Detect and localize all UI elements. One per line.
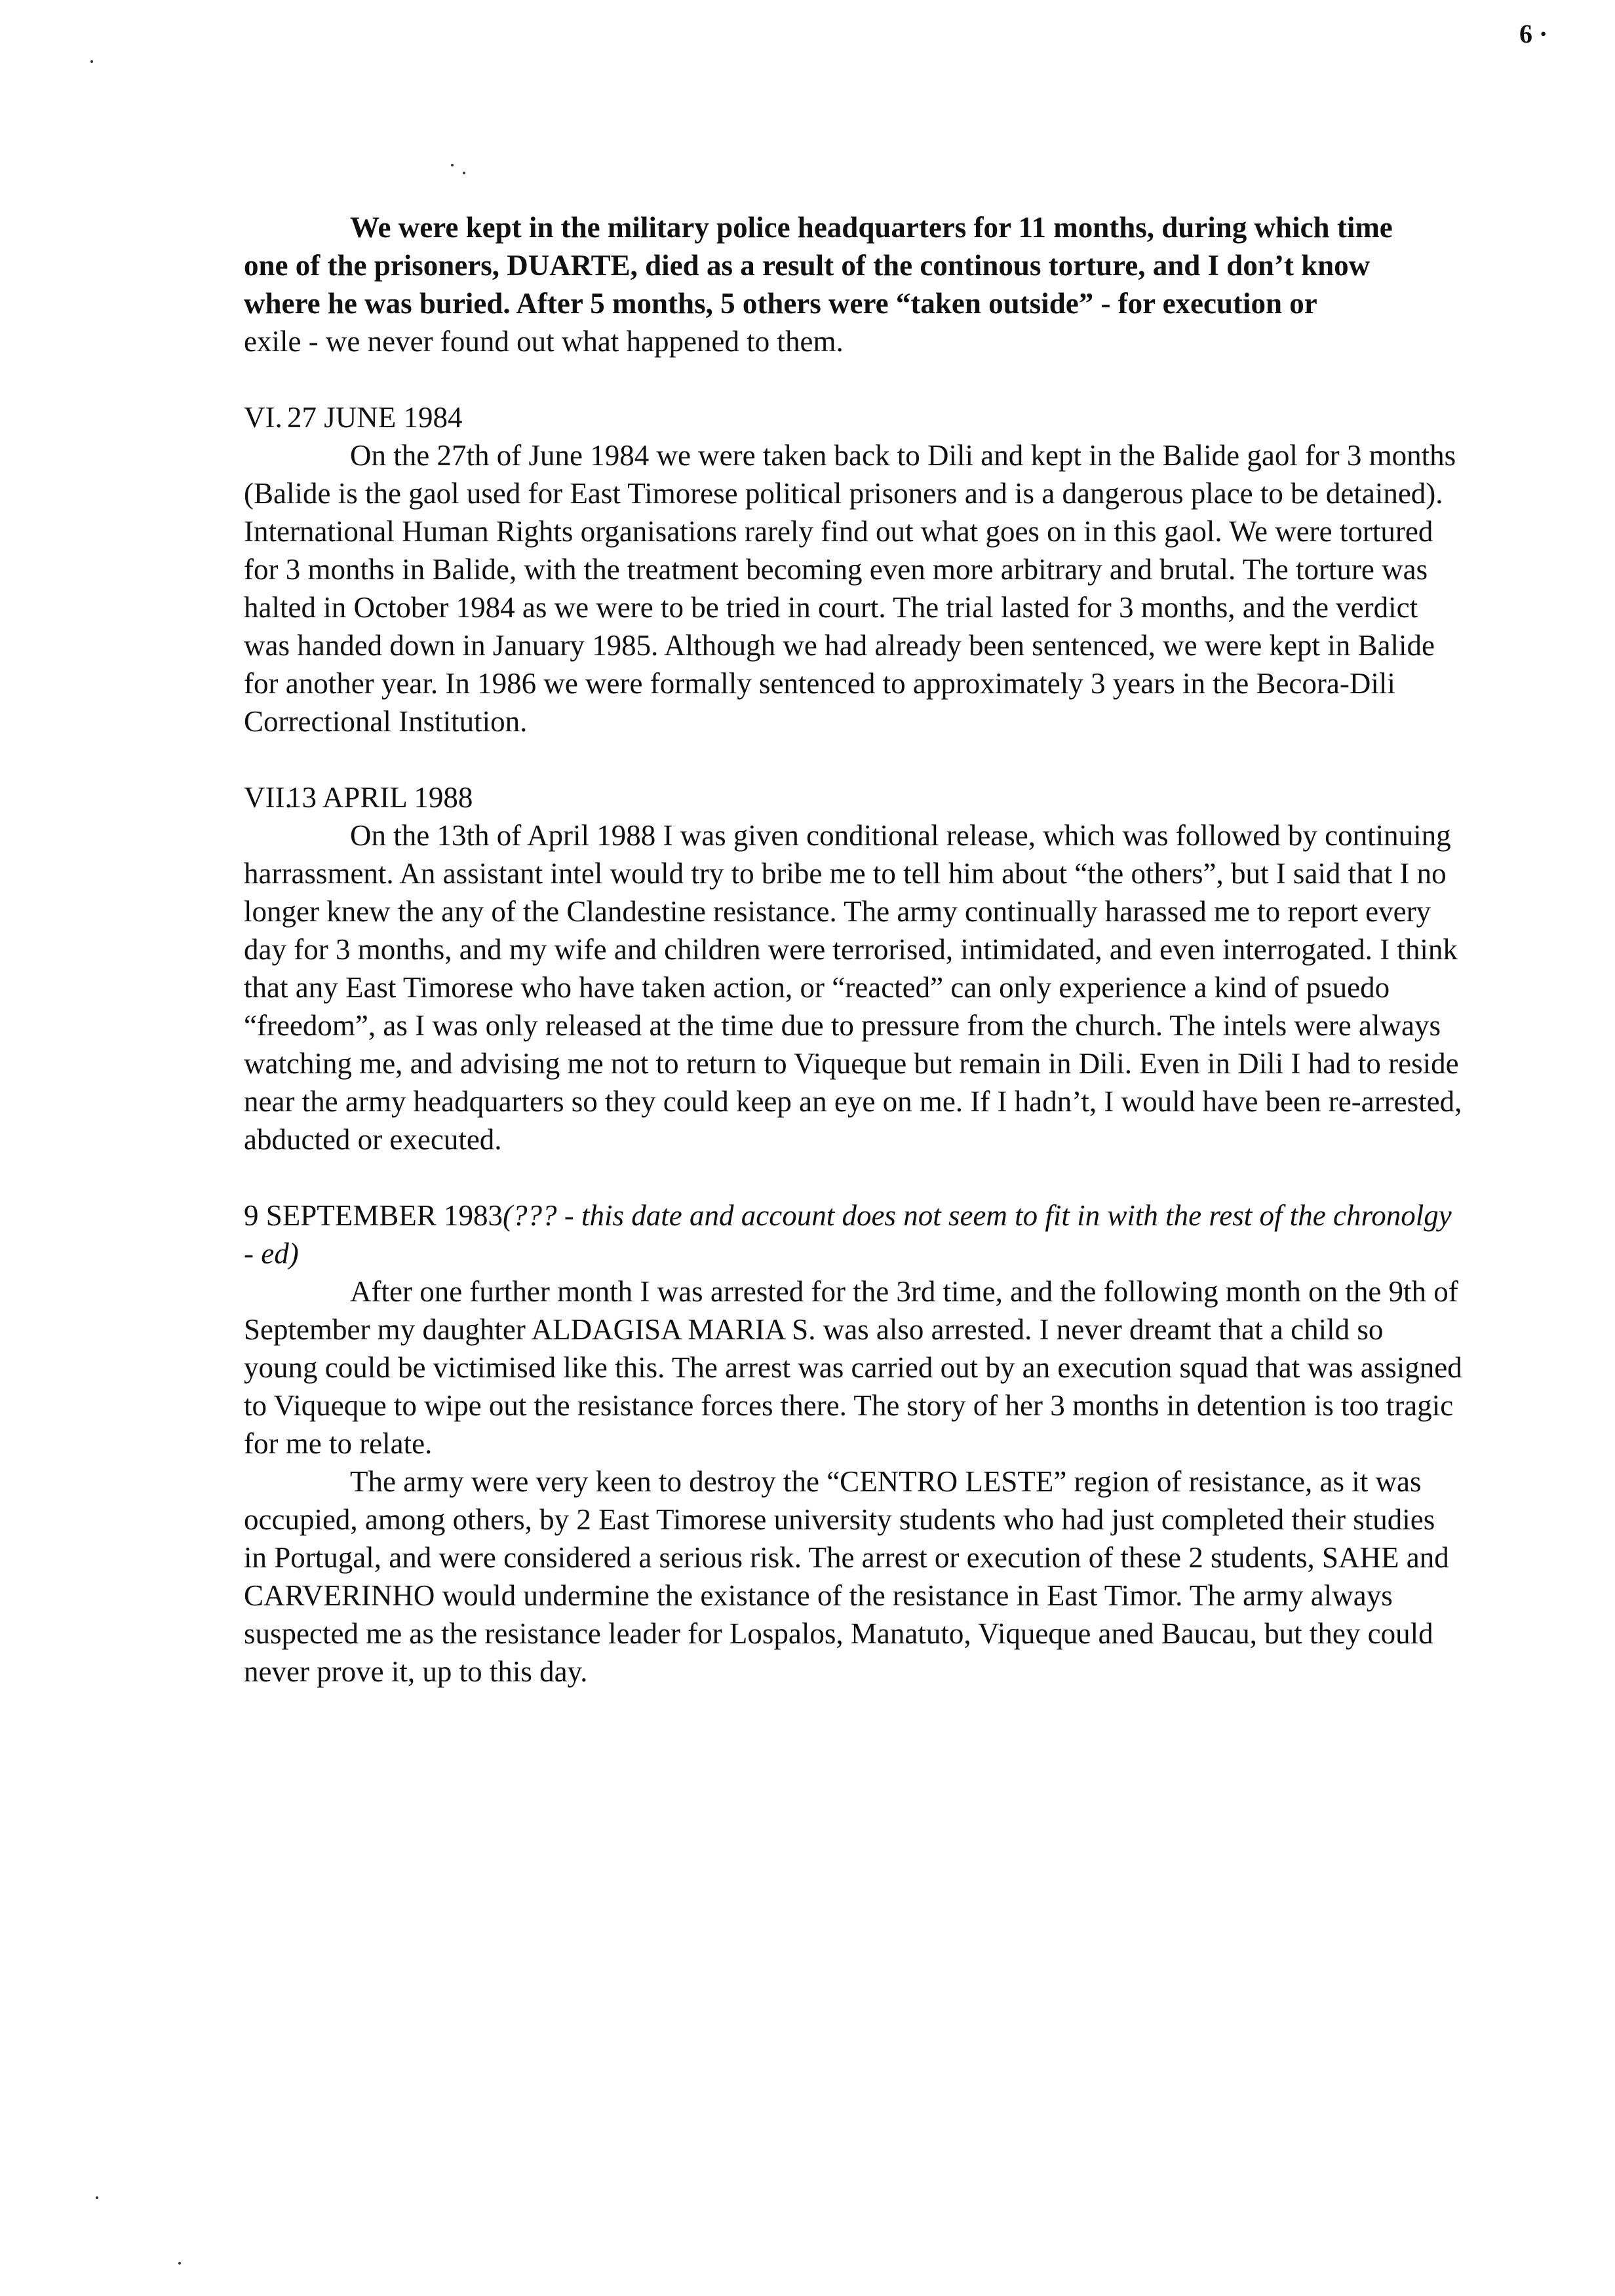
document-body [244, 208, 1463, 1691]
section-sept-heading [244, 1196, 1463, 1272]
section-vii-number: VII. [244, 781, 292, 814]
section-vi-body: On the 27th of June 1984 we were taken back to Dili and kept in the Balide gaol for 3 months (Balide is the gaol used for East Timorese political prisoners and is a dangerous place to be detained). International Human Rights organisations rarely find out what goes on in this gaol. We were tortured for 3 months in Balide, with the treatment becoming even more arbitrary and brutal. The torture was halted in October 1984 as we were to be tried in court. The trial lasted for 3 months, and the verdict was handed down in January 1985. Although we had already been sentenced, we were kept in Balide for another year. In 1986 we were formally sentenced to approximately 3 years in the Becora-Dili Correctional Institution. [244, 439, 1456, 738]
scan-speck [96, 2196, 98, 2199]
scan-speck [178, 2262, 181, 2265]
page-number-mark: 6 · [1519, 19, 1548, 48]
editor-note: (??? - this date and account does not seem to fit in with the rest of the chronolgy - ed) [244, 1199, 1452, 1270]
section-sept-body-1: After one further month I was arrested for the 3rd time, and the following month on the 9th of September my daughter ALDAGISA MARIA S. was also arrested. I never dreamt that a child so young could be victimised like this. The arrest was carried out by an execution squad that was assigned to Viqueque to wipe out the resistance forces there. The story of her 3 months in detention is too tragic for me to relate. [244, 1275, 1462, 1460]
section-vi-date: 27 JUNE 1984 [287, 401, 463, 434]
opening-line-1: We were kept in the military police headquarters for 11 months, during which time [350, 211, 1393, 244]
opening-line-2: one of the prisoners, DUARTE, died as a result of the continous torture, and I don’t know [244, 249, 1371, 282]
section-vi-number: VI. [244, 401, 282, 434]
section-sept-body-2: The army were very keen to destroy the “CENTRO LESTE” region of resistance, as it was occupied, among others, by 2 East Timorese university students who had just completed their studies in Portugal, and were considered a serious risk. The arrest or execution of these 2 students, SAHE and CARVERINHO would undermine the existance of the resistance in East Timor. The army always suspected me as the resistance leader for Lospalos, Manatuto, Viqueque aned Baucau, but they could never prove it, up to this day. [244, 1465, 1449, 1688]
section-vii-heading [244, 778, 1463, 816]
section-vii-date: 13 APRIL 1988 [287, 781, 473, 814]
scan-speck [90, 60, 93, 63]
opening-last-line: exile - we never found out what happened to them. [244, 325, 844, 358]
opening-line-3: where he was buried. After 5 months, 5 others were “taken outside” - for execution or [244, 287, 1317, 320]
opening-paragraph [244, 208, 1463, 322]
section-sept-date: 9 SEPTEMBER 1983 [244, 1199, 503, 1232]
scan-speck [451, 164, 454, 166]
section-vii-body: On the 13th of April 1988 I was given conditional release, which was followed by continuing harrassment. An assistant intel would try to bribe me to tell him about “the others”, but I said that I no longer knew the any of the Clandestine resistance. The army continually harassed me to report every day for 3 months, and my wife and children were terrorised, intimidated, and even interrogated. I think that any East Timorese who have taken action, or “reacted” can only experience a kind of psuedo “freedom”, as I was only released at the time due to pressure from the church. The intels were always watching me, and advising me not to return to Viqueque but remain in Dili. Even in Dili I had to reside near the army headquarters so they could keep an eye on me. If I hadn’t, I would have been re-arrested, abducted or executed. [244, 819, 1462, 1156]
scan-speck [463, 172, 465, 174]
section-vi-heading [244, 398, 1463, 436]
